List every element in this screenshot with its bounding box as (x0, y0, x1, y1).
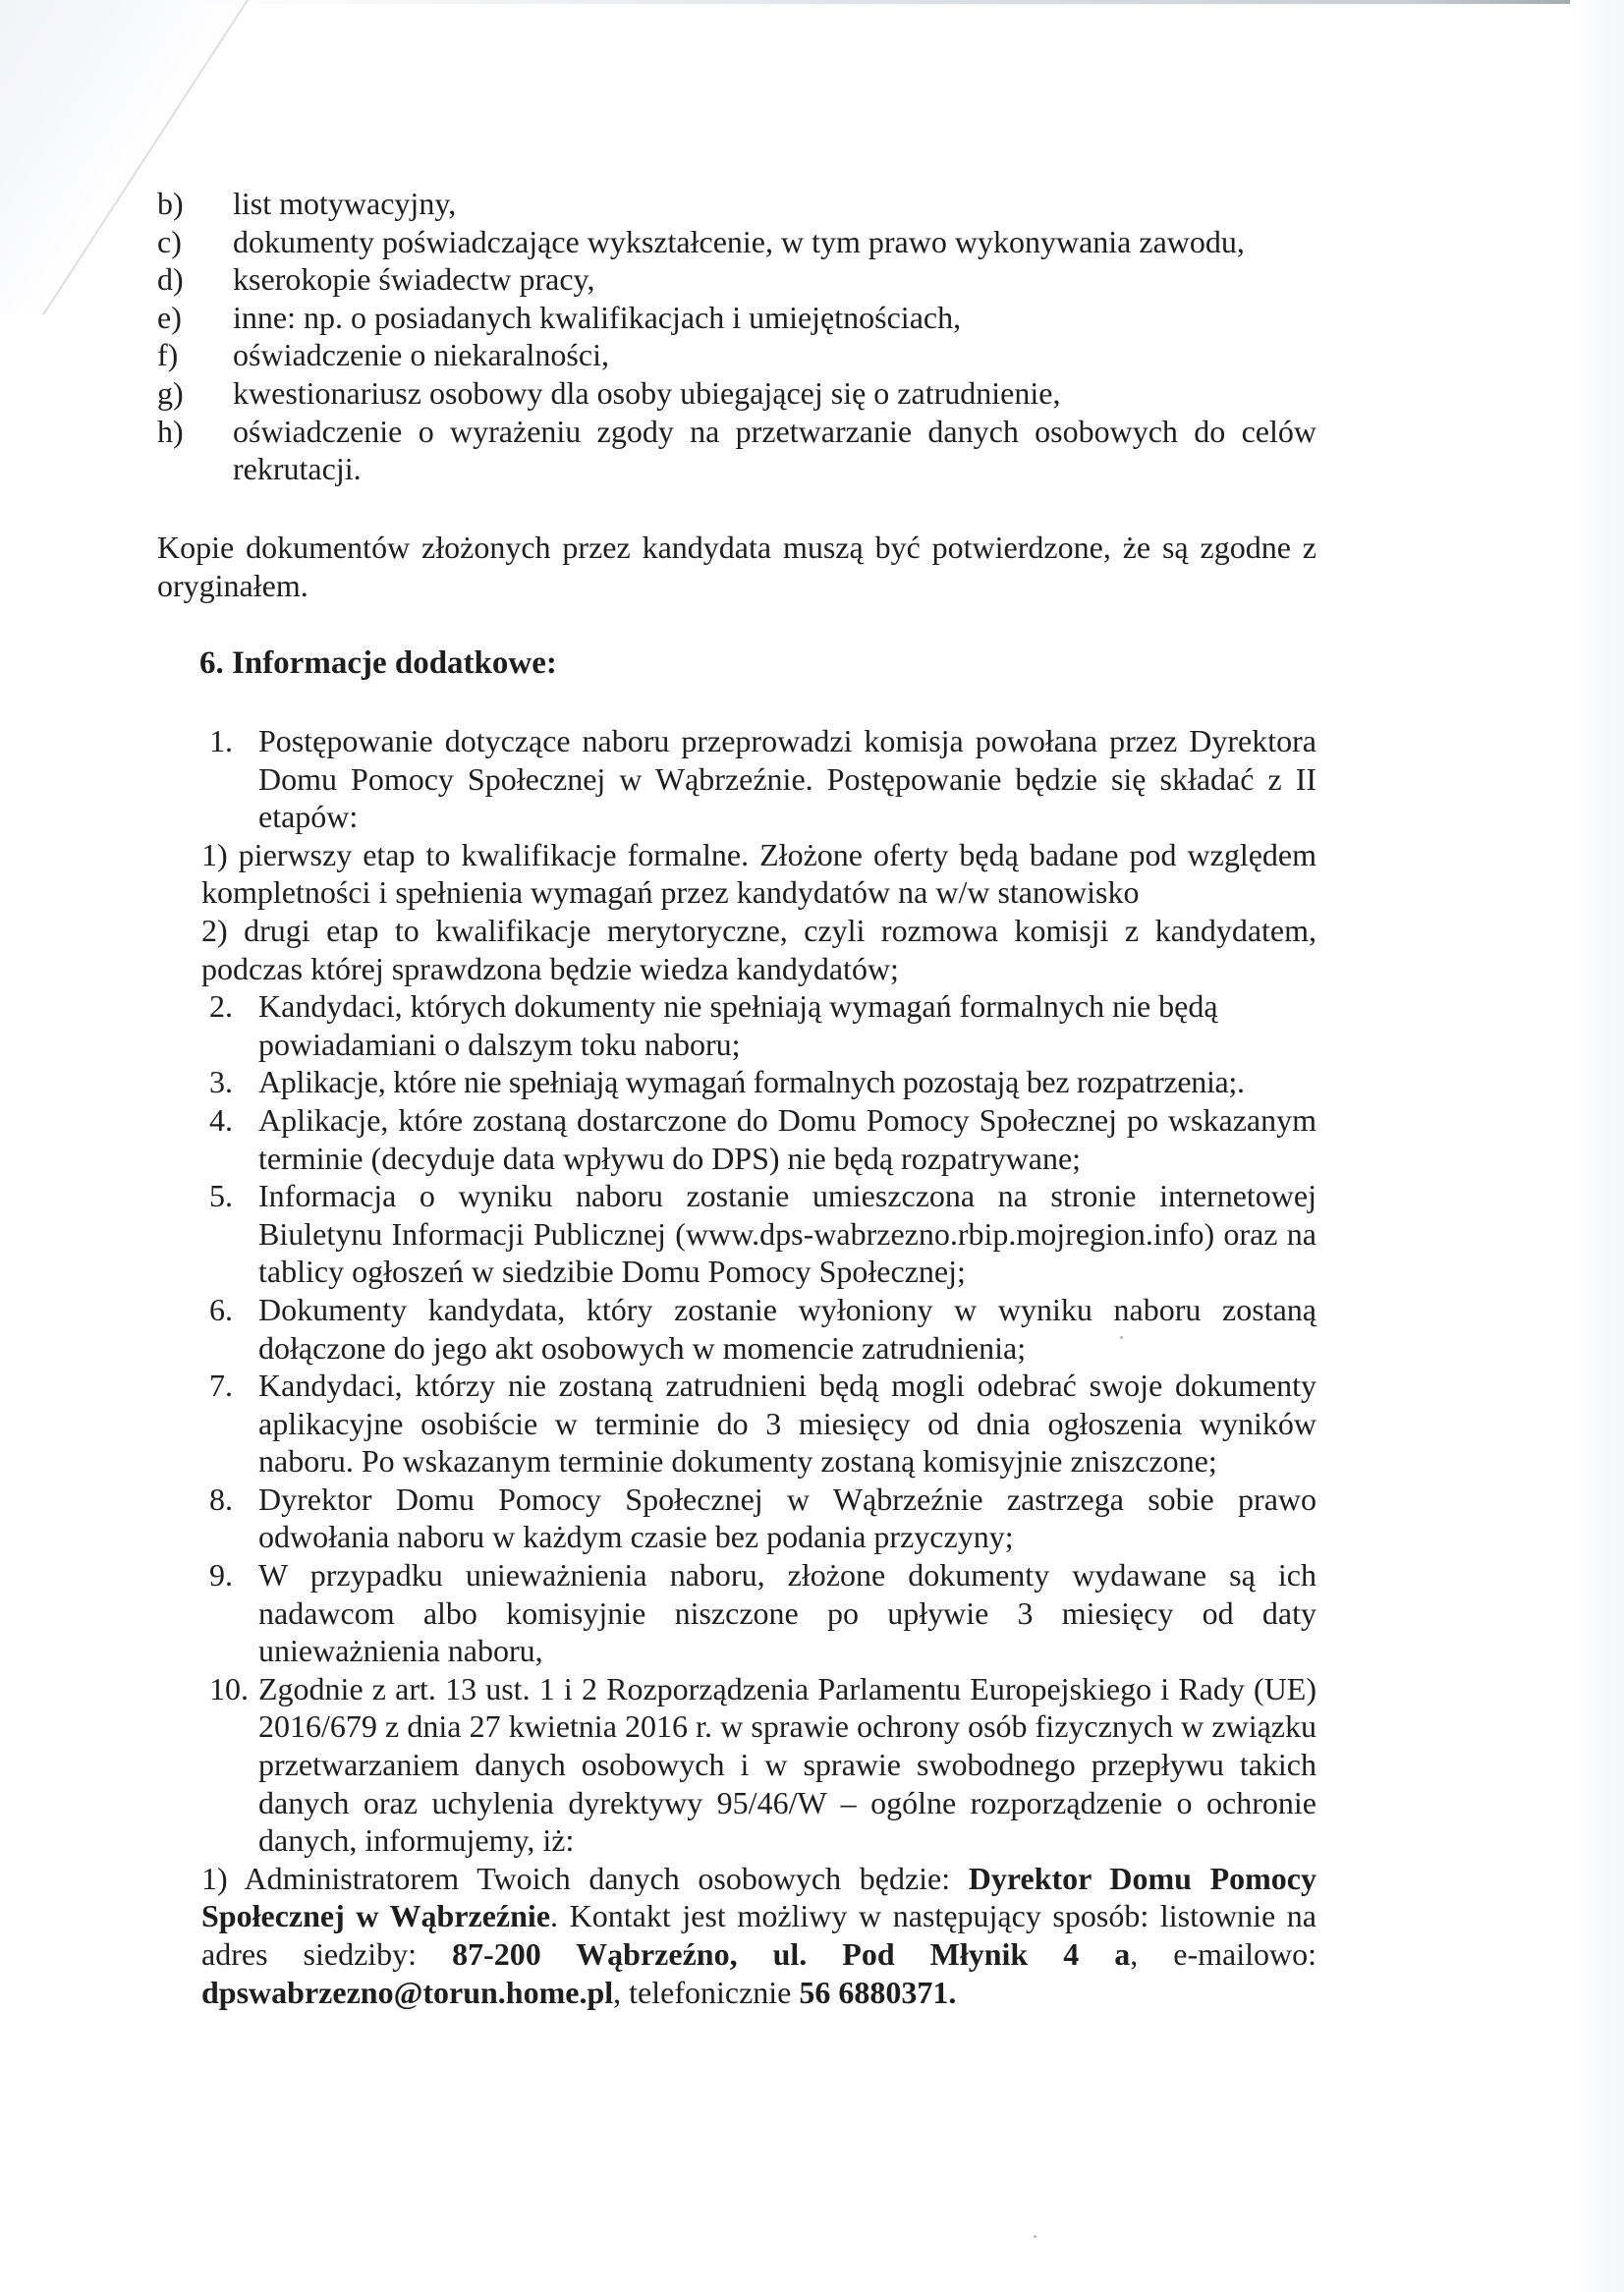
info-item (157, 1481, 1316, 1556)
scan-right-edge (1570, 0, 1624, 2292)
list-item-text: inne: np. o posiadanych kwalifikacjach i umiejętnościach, (233, 299, 962, 335)
info-item (157, 1670, 1316, 1860)
list-item (157, 336, 1316, 374)
list-item-text: list motywacyjny, (233, 186, 457, 221)
list-item (157, 223, 1316, 261)
email-address: dpswabrzezno@torun.home.pl (201, 1974, 614, 2010)
info-item-number: 3. (209, 1064, 233, 1100)
email-intro: , e-mailowo: (1130, 1936, 1317, 1972)
list-item-text: kwestionariusz osobowy dla osoby ubiegającej się o zatrudnienie, (233, 374, 1061, 411)
info-item-text: W przypadku unieważnienia naboru, złożone dokumenty wydawane są ich nadawcom albo komisyjnie niszczone po upływie 3 miesięcy od daty unieważnienia naboru, (258, 1557, 1316, 1669)
list-item-text: kserokopie świadectw pracy, (233, 261, 595, 298)
list-item-text: oświadczenie o wyrażeniu zgody na przetwarzanie danych osobowych do celów rekrutacji. (233, 413, 1316, 487)
info-item-text: Postępowanie dotyczące naboru przeprowadzi komisja powołana przez Dyrektora Domu Pomocy Społecznej w Wąbrzeźnie. Postępowanie będzie się składać z II etapów: (258, 723, 1316, 835)
contact-intro: . Kontakt jest możliwy w następujący sposób: listownie na adres siedziby: (201, 1898, 1317, 1972)
info-item (157, 1367, 1316, 1481)
section-heading: 6. Informacje dodatkowe: (199, 645, 557, 681)
info-item (157, 1101, 1316, 1177)
info-item-text: Kandydaci, którzy nie zostaną zatrudnieni będą mogli odebrać swoje dokumenty aplikacyjne osobiście w terminie do 3 miesięcy od dnia ogłoszenia wyników naboru. Po wskazanym terminie dokumenty zostaną komisyjnie zniszczone; (258, 1368, 1316, 1480)
info-item-text: Kandydaci, których dokumenty nie spełniają wymagań formalnych nie będą powiadamiani o dalszym toku naboru; (258, 988, 1218, 1062)
list-item-label: e) (157, 299, 182, 335)
scan-speck (1034, 2235, 1036, 2238)
administrator-name: Dyrektor Domu Pomocy Społecznej w Wąbrzeźnie (201, 1860, 1316, 1934)
list-item-text: oświadczenie o niekaralności, (233, 337, 609, 373)
info-item (157, 722, 1316, 836)
list-item-text: dokumenty poświadczające wykształcenie, w tym prawo wykonywania zawodu, (233, 223, 1245, 259)
info-item (157, 1063, 1316, 1101)
phone-number: 56 6880371. (799, 1974, 957, 2010)
info-item-number: 5. (209, 1178, 233, 1214)
attachments-list (157, 185, 1316, 488)
info-item-number: 4. (209, 1101, 233, 1138)
list-item (157, 185, 1316, 223)
info-item (157, 1177, 1316, 1291)
list-item (157, 413, 1316, 488)
list-item-label: f) (157, 337, 179, 373)
info-item-text: Aplikacje, które nie spełniają wymagań formalnych pozostają bez rozpatrzenia;. (258, 1064, 1245, 1100)
info-item-number: 1. (209, 723, 233, 758)
stage-item: 1) pierwszy etap to kwalifikacje formalne. Złożone oferty będą badane pod względem kompletności i spełnienia wymagań przez kandydatów na w/w stanowisko (201, 836, 1316, 911)
scan-top-edge (196, 0, 1624, 4)
info-item-number: 8. (209, 1481, 233, 1517)
info-item (157, 1291, 1316, 1367)
gdpr-point-1 (157, 1860, 1316, 2011)
info-item-text: Aplikacje, które zostaną dostarczone do Domu Pomocy Społecznej po wskazanym terminie (decyduje data wpływu do DPS) nie będą rozpatrywane; (258, 1101, 1316, 1176)
info-item-number: 6. (209, 1291, 233, 1327)
info-item-text: Informacja o wyniku naboru zostanie umieszczona na stronie internetowej Biuletynu Informacji Publicznej (www.dps-wabrzezno.rbip.mojregion.info) oraz na tablicy ogłoszeń w siedzibie Domu Pomocy Społecznej; (258, 1178, 1316, 1290)
list-item-label: g) (157, 374, 184, 411)
info-item-text: Zgodnie z art. 13 ust. 1 i 2 Rozporządzenia Parlamentu Europejskiego i Rady (UE) 2016/679 z dnia 27 kwietnia 2016 r. w sprawie ochrony osób fizycznych w związku przetwarzaniem danych osobowych i w sprawie swobodnego przepływu takich danych oraz uchylenia dyrektywy 95/46/W – ogólne rozporządzenie o ochronie danych, informujemy, iż: (258, 1670, 1316, 1859)
info-item-number: 7. (209, 1368, 233, 1404)
phone-intro: , telefonicznie (613, 1974, 800, 2010)
list-item (157, 299, 1316, 337)
list-item-label: c) (157, 223, 182, 259)
list-item-label: b) (157, 186, 184, 221)
gdpr-prefix: 1) Administratorem Twoich danych osobowych będzie: (201, 1860, 969, 1896)
postal-address: 87-200 Wąbrzeźno, ul. Pod Młynik 4 a (452, 1936, 1131, 1972)
list-item (157, 374, 1316, 413)
list-item-label: d) (157, 261, 184, 298)
scan-speck (1120, 1336, 1123, 1339)
info-item (157, 1556, 1316, 1670)
list-item-label: h) (157, 413, 184, 449)
list-item (157, 260, 1316, 299)
info-item-number: 2. (209, 988, 233, 1025)
info-item-text: Dokumenty kandydata, który zostanie wyłoniony w wyniku naboru zostaną dołączone do jego akt osobowych w momencie zatrudnienia; (258, 1291, 1316, 1366)
info-item-number: 10. (209, 1670, 249, 1706)
info-item-number: 9. (209, 1557, 233, 1593)
copies-note: Kopie dokumentów złożonych przez kandydata muszą być potwierdzone, że są zgodne z oryginałem. (157, 530, 1316, 603)
info-item (157, 987, 1316, 1063)
stage-item: 2) drugi etap to kwalifikacje merytoryczne, czyli rozmowa komisji z kandydatem, podczas której sprawdzona będzie wiedza kandydatów; (201, 912, 1316, 986)
info-item-text: Dyrektor Domu Pomocy Społecznej w Wąbrzeźnie zastrzega sobie prawo odwołania naboru w każdym czasie bez podania przyczyny; (258, 1481, 1316, 1555)
info-list (157, 722, 1316, 2011)
